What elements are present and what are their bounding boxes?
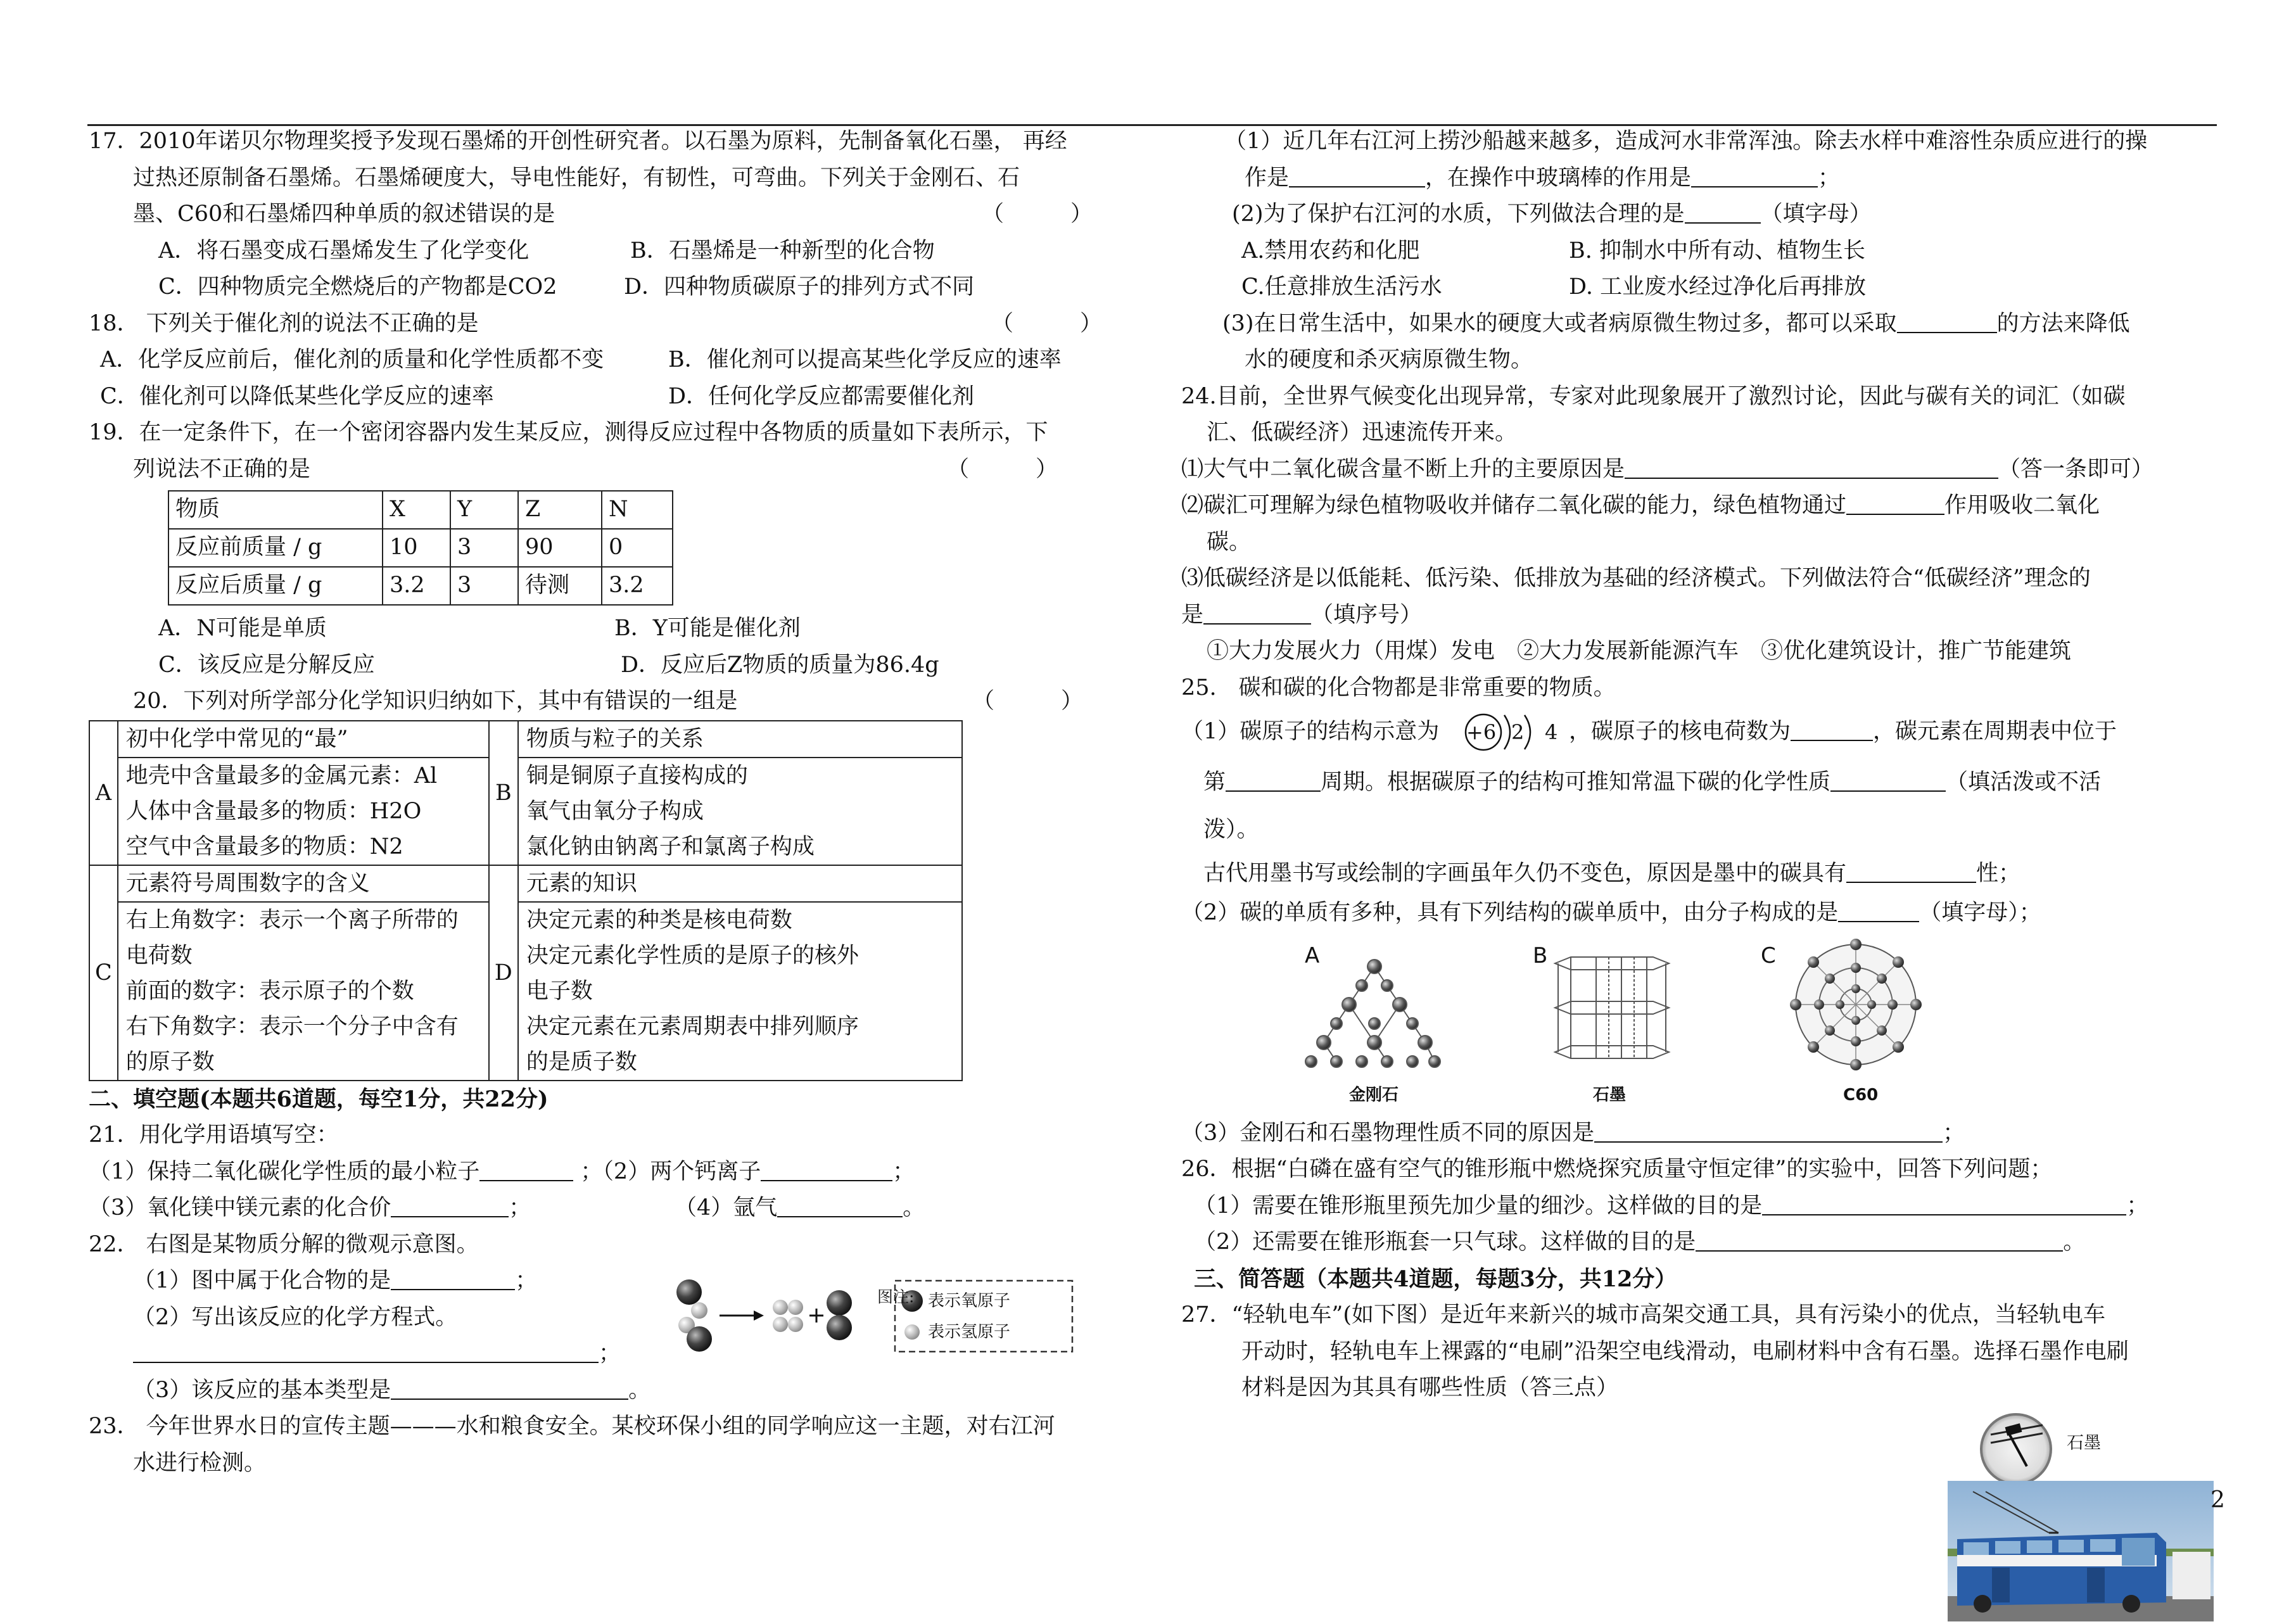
q22-line1: 22． 右图是某物质分解的微观示意图。 [89, 1231, 479, 1257]
q25-s1-mid-wrap [1569, 706, 2117, 757]
q19-option-a: A．N可能是单质 [158, 616, 327, 641]
plus-icon [809, 1309, 823, 1323]
question-26 [1181, 1151, 2220, 1261]
q20-d-line: 决定元素化学性质的是原子的核外 [526, 942, 859, 968]
left-column [89, 124, 1153, 1481]
q26-semi: ； [2126, 1193, 2149, 1219]
table-row [89, 721, 962, 758]
q25-s1-mid: ，碳原子的核电荷数为 [1569, 719, 1791, 744]
water-molecules [676, 1279, 712, 1352]
table-row [168, 567, 673, 605]
q25-s2-tail: （填字母）； [1919, 900, 2041, 925]
q24-s3-tail: （填序号） [1311, 602, 1423, 628]
q22-legend-title: 图注: [877, 1287, 915, 1306]
q20-c-content [118, 902, 489, 1081]
q25-s3 [1181, 1115, 2220, 1152]
q24-blank2[interactable] [1846, 495, 1944, 515]
table-cell: 物质 [168, 491, 383, 529]
q22-blank2[interactable] [133, 1343, 599, 1363]
q26-s2-text: （2）还需要在锥形瓶套一只气球。这样做的目的是 [1194, 1229, 1696, 1255]
q21-blank3[interactable] [391, 1197, 509, 1217]
q21-part1: （1）保持二氧化碳化学性质的最小粒子 [89, 1158, 480, 1184]
table-cell: Y [450, 491, 518, 529]
q25-blank6[interactable] [1594, 1122, 1943, 1143]
hydrogen-molecules [773, 1300, 803, 1332]
q19-answer-paren: （ ） [947, 456, 1058, 482]
q20-a-line: 空气中含量最多的物质：N2 [125, 834, 403, 860]
q20-d-line: 决定元素的种类是核电荷数 [526, 907, 792, 933]
q26-dot: 。 [2063, 1229, 2086, 1255]
q25-line1: 25. 碳和碳的化合物都是非常重要的物质。 [1181, 675, 1616, 701]
q23-blank1[interactable] [1289, 167, 1425, 187]
q22-line5 [89, 1373, 1153, 1409]
q21-blank2[interactable] [761, 1161, 892, 1181]
q24-s2-tail: 作用吸收二氧化 [1944, 493, 2100, 518]
graphite-structure-icon [1555, 957, 1669, 1058]
q20-a-line: 人体中含量最多的物质：H2O [125, 798, 422, 824]
q23-options-cd [1181, 269, 2220, 306]
table-row [89, 865, 962, 902]
q22-part1: （1）图中属于化合物的是 [133, 1268, 391, 1293]
q25-shell2-electrons: 4 [1545, 720, 1558, 744]
q26-s1 [1181, 1188, 2220, 1225]
q23-option-a: A.禁用农药和化肥 [1241, 238, 1420, 263]
question-18 [89, 306, 1153, 416]
q25-semi: ； [1943, 1120, 1965, 1146]
table-cell: 3.2 [602, 567, 673, 605]
q23-s1-part1: 作是 [1245, 165, 1290, 191]
q23-s3-line1 [1181, 306, 2220, 343]
section-3-heading: 三、简答题（本题共4道题，每题3分，共12分） [1194, 1266, 1677, 1292]
q26-blank2[interactable] [1696, 1231, 2063, 1252]
q21-semi: ； [509, 1195, 531, 1221]
question-20 [89, 683, 1153, 1081]
q25-s1-text: （1）碳原子的结构示意为 [1181, 719, 1440, 744]
q23-blank3[interactable] [1685, 203, 1761, 224]
table-cell: 反应前质量 / g [168, 529, 383, 567]
q23-line2: 水进行检测。 [133, 1450, 267, 1476]
q19-option-b: B．Y可能是催化剂 [614, 616, 801, 641]
q23-s2-tail: （填字母） [1760, 201, 1872, 227]
q25-s1-i: 性； [1976, 861, 2021, 886]
q24-s3-options: ①大力发展火力（用煤）发电 ②大力发展新能源汽车 ③优化建筑设计，推广节能建筑 [1207, 638, 2072, 664]
q24-blank1[interactable] [1625, 459, 1998, 479]
q24-s2-line1 [1181, 488, 2220, 524]
table-cell: N [602, 491, 673, 529]
q20-c-line: 电荷数 [125, 942, 193, 968]
q24-s3-line1: ⑶低碳经济是以低能耗、低污染、低排放为基础的经济模式。下列做法符合“低碳经济”理念的 [1181, 566, 2091, 591]
q17-line1: 17．2010年诺贝尔物理奖授予发现石墨烯的开创性研究者。以石墨为原料，先制备氧化石墨， 再经 [89, 129, 1067, 154]
q20-b-title: 物质与粒子的关系 [518, 721, 962, 758]
diamond-structure-icon [1305, 960, 1440, 1067]
q17-option-c: C．四种物质完全燃烧后的产物都是CO2 [158, 274, 557, 300]
question-17 [89, 124, 1153, 306]
q25-s1-h: 古代用墨书写或绘制的字画虽年久仍不变色，原因是墨中的碳具有 [1203, 861, 1847, 886]
q21-line1: 21．用化学用语填写空： [89, 1122, 339, 1148]
tram-photo [1948, 1481, 2214, 1621]
q21-part4-wrap [675, 1190, 925, 1227]
question-22 [89, 1227, 1153, 1409]
q17-line3 [89, 196, 1153, 233]
q18-text: 18． 下列关于催化剂的说法不正确的是 [89, 310, 479, 336]
table-cell: 反应后质量 / g [168, 567, 383, 605]
q19-mass-table [168, 490, 673, 606]
oxygen-molecule [827, 1290, 852, 1340]
q20-c-line: 右下角数字：表示一个分子中含有 [125, 1013, 459, 1039]
q22-legend-hydrogen: 表示氢原子 [928, 1322, 1011, 1342]
q18-answer-paren: （ ） [991, 310, 1103, 336]
q23-s1-part2: ，在操作中玻璃棒的作用是 [1425, 165, 1692, 191]
q23-s3-tail: 的方法来降低 [1996, 310, 2130, 336]
q22-line3: （2）写出该反应的化学方程式。 [133, 1304, 458, 1330]
q25-blank4[interactable] [1846, 863, 1976, 883]
q20-a-title: 初中化学中常见的“最” [118, 721, 489, 758]
q24-line2: 汇、低碳经济）迅速流传开来。 [1207, 420, 1518, 445]
q25-s1-d: 第 [1203, 770, 1226, 795]
right-column [1181, 124, 2220, 1407]
q20-text: 20．下列对所学部分化学知识归纳如下，其中有错误的一组是 [133, 688, 738, 714]
carbon-allotropes-figure [1181, 932, 2220, 1115]
q17-line3-text: 墨、C60和石墨烯四种单质的叙述错误的是 [133, 201, 555, 227]
q27-line3: 材料是因为其具有哪些性质（答三点） [1241, 1375, 1619, 1400]
q20-answer-paren: （ ） [972, 688, 1084, 714]
q17-options-ab [89, 233, 1153, 270]
q25-s3-text: （3）金刚石和石墨物理性质不同的原因是 [1181, 1120, 1595, 1146]
q20-b-line: 氧气由氧分子构成 [526, 798, 704, 824]
tram-graphite-label: 石墨 [2067, 1433, 2101, 1453]
q18-option-a: A．化学反应前后，催化剂的质量和化学性质都不变 [100, 347, 604, 372]
q25-s1-line1 [1181, 706, 2220, 757]
q24-s1-text: ⑴大气中二氧化碳含量不断上升的主要原因是 [1181, 456, 1625, 482]
q20-key-d: D [489, 865, 518, 1081]
q27-line2: 开动时，轻轨电车上裸露的“电刷”沿架空电线滑动，电刷材料中含有石墨。选择石墨作电刷 [1241, 1338, 2129, 1364]
q17-option-b: B．石墨烯是一种新型的化合物 [630, 238, 935, 263]
question-27 [1181, 1297, 2220, 1407]
q22-part3: （3）该反应的基本类型是 [133, 1377, 391, 1403]
section-2-heading: 二、填空题(本题共6道题，每空1分，共22分) [89, 1086, 549, 1112]
fig-caption-c60: C60 [1843, 1085, 1879, 1105]
q24-line1: 24.目前，全世界气候变化出现异常，专家对此现象展开了激烈讨论，因此与碳有关的词汇（如碳 [1181, 383, 2126, 409]
q25-s1-e: 周期。根据碳原子的结构可推知常温下碳的化学性质 [1321, 770, 1831, 795]
q19-options-ab [89, 611, 1153, 647]
q24-s3-line2 [1181, 597, 2220, 634]
fig-caption-diamond: 金刚石 [1349, 1085, 1399, 1105]
q26-s2 [1181, 1224, 2220, 1261]
question-23 [1181, 124, 2220, 379]
q24-s2-line2: 碳。 [1207, 529, 1252, 555]
q22-legend-oxygen: 表示氧原子 [928, 1291, 1011, 1310]
table-cell: 90 [518, 529, 602, 567]
q25-s2-text: （2）碳的单质有多种，具有下列结构的碳单质中，由分子构成的是 [1181, 900, 1839, 925]
q20-c-title: 元素符号周围数字的含义 [118, 865, 489, 902]
q24-s3-text: 是 [1181, 602, 1204, 628]
q25-s2 [1181, 895, 2220, 932]
q25-blank1[interactable] [1791, 721, 1873, 741]
q22-semi: ； [599, 1341, 621, 1366]
q20-c-line: 右上角数字：表示一个离子所带的 [125, 907, 459, 933]
table-row [89, 902, 962, 1081]
q18-option-c: C．催化剂可以降低某些化学反应的速率 [100, 383, 494, 409]
q19-options-cd [89, 647, 1153, 684]
q20-d-content [518, 902, 962, 1081]
q19-line1: 19．在一定条件下，在一个密闭容器内发生某反应，测得反应过程中各物质的质量如下表所示，下 [89, 420, 1048, 445]
q20-a-line: 地壳中含量最多的金属元素：Al [125, 763, 438, 789]
q23-s1-line2 [1181, 160, 2220, 197]
q20-c-line: 前面的数字：表示原子的个数 [125, 978, 414, 1004]
q18-line1 [89, 306, 1153, 343]
q22-blank1[interactable] [391, 1270, 515, 1290]
q20-a-content [118, 758, 489, 865]
q20-d-title: 元素的知识 [518, 865, 962, 902]
fig-label-c: C [1761, 942, 1776, 968]
q21-semi: ； [892, 1158, 915, 1184]
q24-s1-tail: （答一条即可） [1998, 456, 2154, 482]
q23-option-c: C.任意排放生活污水 [1241, 274, 1442, 300]
q23-option-d: D. 工业废水经过净化后再排放 [1569, 274, 1867, 300]
q24-blank3[interactable] [1203, 604, 1311, 625]
table-cell: 3 [450, 567, 518, 605]
q25-s1-f: （填活泼或不活 [1946, 770, 2102, 795]
table-cell: 3.2 [383, 567, 450, 605]
question-21 [89, 1117, 1153, 1227]
q18-option-b: B．催化剂可以提高某些化学反应的速率 [668, 347, 1062, 372]
table-cell: 10 [383, 529, 450, 567]
q21-line2 [89, 1154, 1153, 1191]
question-24 [1181, 379, 2220, 670]
q25-s1-line3: 泼）。 [1203, 817, 1259, 842]
table-row [89, 758, 962, 865]
q23-option-b: B. 抑制水中所有动、植物生长 [1569, 238, 1865, 263]
q18-options-ab [89, 342, 1153, 379]
fullerene-c60-icon [1790, 939, 1922, 1070]
q25-nucleus-charge: +6 [1466, 720, 1497, 744]
q25-shell1-electrons: 2 [1511, 720, 1525, 744]
table-row [168, 491, 673, 529]
q25-s1-line4 [1181, 852, 2220, 895]
q20-b-content [518, 758, 962, 865]
q19-option-d: D．反应后Z物质的质量为86.4g [621, 652, 939, 678]
q23-s2-text: (2)为了保护右江河的水质，下列做法合理的是 [1232, 201, 1685, 227]
q17-option-d: D．四种物质碳原子的排列方式不同 [624, 274, 975, 300]
q22-dot: 。 [628, 1377, 651, 1403]
q17-option-a: A．将石墨变成石墨烯发生了化学变化 [158, 238, 530, 263]
q18-option-d: D．任何化学反应都需要催化剂 [668, 383, 975, 409]
q22-semi: ； [515, 1268, 538, 1293]
q24-s1 [1181, 452, 2220, 488]
q20-knowledge-table [89, 720, 963, 1081]
reaction-arrow-icon [720, 1310, 764, 1321]
q23-blank2[interactable] [1691, 167, 1818, 187]
q25-s1-line2 [1181, 757, 2220, 808]
q20-line1 [89, 683, 1153, 720]
q20-key-b: B [489, 721, 518, 865]
q21-part4: （4）氩气 [675, 1195, 778, 1221]
table-cell: X [383, 491, 450, 529]
q23-s2-line [1181, 196, 2220, 233]
question-25 [1181, 670, 2220, 1152]
q21-blank4[interactable] [777, 1197, 903, 1217]
fig-label-b: B [1533, 942, 1548, 968]
q20-d-line: 电子数 [526, 978, 593, 1004]
q20-d-line: 的是质子数 [526, 1049, 637, 1075]
table-cell: 待测 [518, 567, 602, 605]
light-rail-tram-figure [1948, 1406, 2214, 1621]
q23-semi: ； [1818, 165, 1841, 191]
q22-blank3[interactable] [391, 1380, 628, 1400]
q19-line2-text: 列说法不正确的是 [133, 456, 311, 482]
q27-line1: 27．“轻轨电车”(如下图）是近年来新兴的城市高架交通工具，具有污染小的优点，当轻轨电车 [1181, 1302, 2105, 1328]
q20-b-line: 铜是铜原子直接构成的 [526, 763, 748, 789]
q17-line2: 过热还原制备石墨烯。石墨烯硬度大，导电性能好，有韧性，可弯曲。下列关于金刚石、石 [133, 165, 1020, 191]
q21-part2: ；（2）两个钙离子 [580, 1158, 761, 1184]
q22-decomposition-diagram [671, 1262, 1159, 1363]
q25-blank3[interactable] [1830, 771, 1946, 792]
fig-caption-graphite: 石墨 [1593, 1085, 1627, 1105]
q20-key-a: A [89, 721, 118, 865]
q21-blank1[interactable] [479, 1161, 573, 1181]
question-19 [89, 415, 1153, 683]
page-number: 2 [2210, 1487, 2225, 1513]
q25-blank5[interactable] [1838, 902, 1919, 922]
q23-s1-line1: （1）近几年右江河上捞沙船越来越多，造成河水非常浑浊。除去水样中难溶性杂质应进行的操 [1224, 129, 2148, 154]
q25-blank2[interactable] [1226, 771, 1321, 792]
q25-s1-tail: ，碳元素在周期表中位于 [1873, 719, 2117, 744]
q23-s3-line2: 水的硬度和杀灭病原微生物。 [1245, 347, 1533, 372]
fig-label-a: A [1305, 942, 1320, 968]
question-23-intro [89, 1409, 1153, 1481]
q20-key-c: C [89, 865, 118, 1081]
q23-s3-text: (3)在日常生活中，如果水的硬度大或者病原微生物过多，都可以采取 [1222, 310, 1897, 336]
q20-b-line: 氯化钠由钠离子和氯离子构成 [526, 834, 815, 860]
q21-dot: 。 [903, 1195, 925, 1221]
q23-blank4[interactable] [1897, 313, 1997, 333]
q20-d-line: 决定元素在元素周期表中排列顺序 [526, 1013, 859, 1039]
q26-line1: 26．根据“白磷在盛有空气的锥形瓶中燃烧探究质量守恒定律”的实验中，回答下列问题； [1181, 1157, 2053, 1182]
q18-options-cd [89, 379, 1153, 416]
table-row [168, 529, 673, 567]
q19-option-c: C．该反应是分解反应 [158, 652, 375, 678]
q23-line1: 23． 今年世界水日的宣传主题———水和粮食安全。某校环保小组的同学响应这一主题，对右江河 [89, 1414, 1055, 1439]
q20-c-line: 的原子数 [125, 1049, 215, 1075]
q26-s1-text: （1）需要在锥形瓶里预先加少量的细沙。这样做的目的是 [1194, 1193, 1763, 1219]
q17-options-cd [89, 269, 1153, 306]
q21-line3 [89, 1190, 1153, 1227]
q17-answer-paren: （ ） [982, 201, 1093, 227]
q23-options-ab [1181, 233, 2220, 270]
q19-line2 [89, 452, 1153, 488]
table-cell: 3 [450, 529, 518, 567]
q21-part3: （3）氧化镁中镁元素的化合价 [89, 1195, 391, 1221]
q24-s2-text: ⑵碳汇可理解为绿色植物吸收并储存二氧化碳的能力，绿色植物通过 [1181, 493, 1847, 518]
table-cell: Z [518, 491, 602, 529]
q26-blank1[interactable] [1762, 1195, 2126, 1215]
table-cell: 0 [602, 529, 673, 567]
